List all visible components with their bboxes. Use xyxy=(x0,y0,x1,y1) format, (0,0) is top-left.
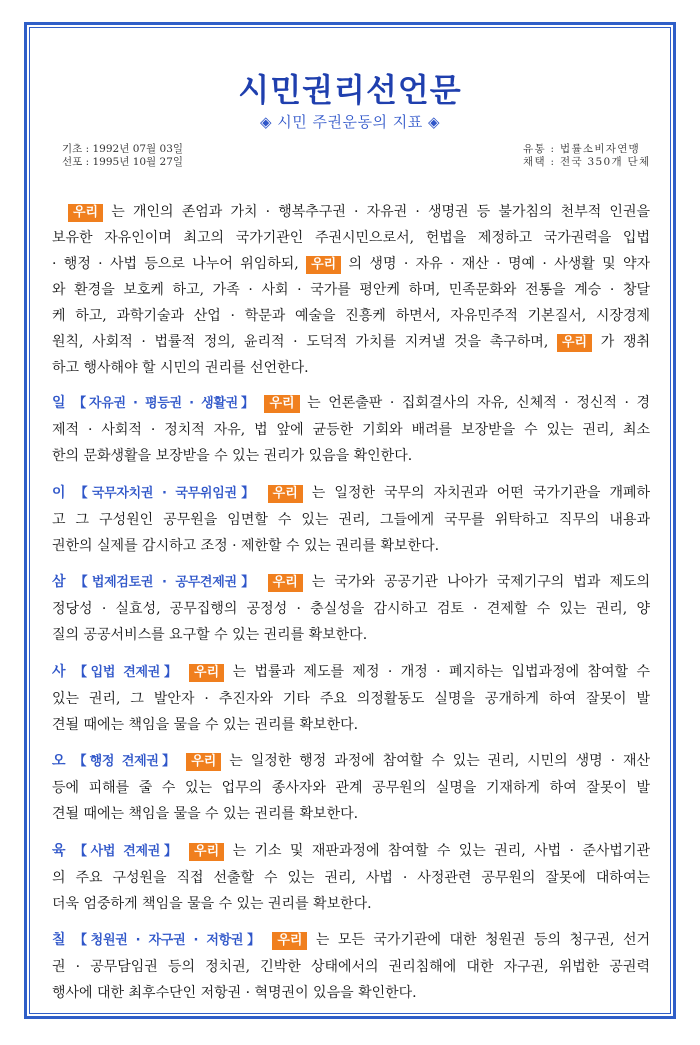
highlighted-word: 우리 xyxy=(264,395,299,413)
text-segment: 의 주요 구성원을 직접 선출할 수 있는 권리, 사법 · 사정관련 공무원의 잘못에 대하여는 xyxy=(52,869,650,886)
text-segment: 권한의 실제를 감시하고 조정 · 제한할 수 있는 권리를 확보한다. xyxy=(52,537,440,554)
text-line xyxy=(52,480,650,507)
text-segment: 하고 행사해야 할 시민의 권리를 선언한다. xyxy=(52,360,309,376)
text-segment: 는 법률과 제도를 제정 · 개정 · 폐지하는 입법과정에 참여할 수 xyxy=(224,663,651,680)
text-line xyxy=(52,355,650,381)
highlighted-word: 우리 xyxy=(268,485,303,503)
text-segment: 케 하고, 과학기술과 산업 · 학문과 예술을 진흥케 하면서, 자유민주적 기본질서, 시장경제 xyxy=(52,308,650,324)
text-segment: 정당성 · 실효성, 공무집행의 공정성 · 충실성을 감시하고 검토 · 견제할 수 있는 권리, 양 xyxy=(52,601,650,617)
text-line xyxy=(52,622,650,648)
article-7 xyxy=(52,927,650,1006)
text-segment: 견될 때에는 책임을 물을 수 있는 권리를 확보한다. xyxy=(52,806,359,822)
text-segment: 는 언론출판 · 집회결사의 자유, 신체적 · 정신적 · 경 xyxy=(299,395,651,411)
meta-proclaimed: 선포 : 1995년 10월 27일 xyxy=(62,156,184,168)
text-line xyxy=(52,251,650,277)
article-number: 일 xyxy=(52,395,66,411)
text-line xyxy=(52,712,650,738)
preamble xyxy=(52,199,650,381)
article-5 xyxy=(52,748,650,827)
text-line xyxy=(52,225,650,251)
article-heading: 【사법 견제권】 xyxy=(73,843,181,859)
text-line xyxy=(52,659,650,686)
document-title: 시민권리선언문 xyxy=(238,71,462,109)
article-6 xyxy=(52,838,650,917)
text-line xyxy=(52,390,650,417)
highlighted-word: 우리 xyxy=(186,753,221,771)
text-segment: 는 개인의 존엄과 가치 · 행복추구권 · 자유권 · 생명권 등 불가침의 천부적 인권을 xyxy=(103,204,650,220)
highlighted-word: 우리 xyxy=(189,664,224,682)
article-number: 오 xyxy=(52,753,66,769)
text-line xyxy=(52,891,650,917)
text-line xyxy=(52,686,650,712)
text-line xyxy=(52,417,650,443)
text-line xyxy=(52,865,650,891)
meta-dates xyxy=(62,143,183,169)
highlighted-word: 우리 xyxy=(68,204,103,222)
text-line xyxy=(52,801,650,827)
text-line xyxy=(52,775,650,801)
text-line xyxy=(52,954,650,980)
text-line xyxy=(52,303,650,329)
document-subtitle: ◈ 시민 주권운동의 지표 ◈ xyxy=(259,113,441,131)
text-segment: 는 기소 및 재판과정에 참여할 수 있는 권리, 사법 · 준사법기관 xyxy=(224,842,651,859)
article-3 xyxy=(52,569,650,648)
highlighted-word: 우리 xyxy=(557,334,592,352)
text-segment: 보유한 자유인이며 최고의 국가기관인 주권시민으로서, 헌법을 제정하고 국가권력을 입법 xyxy=(52,230,650,246)
text-segment: 는 국가와 공공기관 나아가 국제기구의 법과 제도의 xyxy=(302,574,651,590)
article-heading: 【국무자치권 · 국무위임권】 xyxy=(74,485,259,501)
highlighted-word: 우리 xyxy=(272,932,307,950)
text-segment: 행사에 대한 최후수단인 저항권 · 혁명권이 있음을 확인한다. xyxy=(52,985,417,1001)
text-segment: 고 그 구성원인 공무원을 임면할 수 있는 권리, 그들에게 국무를 위탁하고 직무의 내용과 xyxy=(52,511,650,528)
text-line xyxy=(52,569,650,596)
article-1 xyxy=(52,390,650,469)
text-line xyxy=(52,838,650,865)
text-segment: 더욱 엄중하게 책임을 물을 수 있는 권리를 확보한다. xyxy=(52,895,372,912)
text-line xyxy=(52,596,650,622)
article-heading: 【자유권 · 평등권 · 생활권】 xyxy=(73,396,257,411)
article-number: 칠 xyxy=(52,932,66,948)
highlighted-word: 우리 xyxy=(189,843,224,861)
text-segment: 한의 문화생활을 보장받을 수 있는 권리가 있음을 확인한다. xyxy=(52,448,413,464)
text-line xyxy=(52,533,650,559)
article-number: 육 xyxy=(52,842,66,859)
text-segment: 는 일정한 국무의 자치권과 어떤 국가기관을 개폐하 xyxy=(302,484,651,501)
article-number: 사 xyxy=(52,663,66,680)
text-line xyxy=(52,329,650,355)
text-segment: 권 · 공무담임권 등의 정치권, 긴박한 상태에서의 권리침해에 대한 자구권, 위법한 공권력 xyxy=(52,959,650,975)
article-number: 삼 xyxy=(52,574,66,590)
text-line xyxy=(52,277,650,303)
meta-organizations xyxy=(523,143,650,169)
text-segment: 질의 공공서비스를 요구할 수 있는 권리를 확보한다. xyxy=(52,627,368,643)
article-heading: 【청원권 · 자구권 · 저항권】 xyxy=(73,933,264,948)
meta-adopted: 채택 : 전국 350개 단체 xyxy=(523,156,651,168)
declaration-body xyxy=(52,199,650,1017)
text-line xyxy=(52,748,650,775)
text-segment: 견될 때에는 책임을 물을 수 있는 권리를 확보한다. xyxy=(52,716,359,733)
article-2 xyxy=(52,480,650,559)
text-line xyxy=(52,443,650,469)
article-4 xyxy=(52,659,650,738)
highlighted-word: 우리 xyxy=(306,256,341,274)
highlighted-word: 우리 xyxy=(268,574,303,592)
text-segment: 와 환경을 보호케 하고, 가족 · 사회 · 국가를 평안케 하며, 민족문화와 전통을 계승 · 창달 xyxy=(52,282,650,298)
text-segment: 의 생명 · 자유 · 재산 · 명예 · 사생활 및 약자 xyxy=(341,256,650,272)
text-segment: 는 일정한 행정 과정에 참여할 수 있는 권리, 시민의 생명 · 재산 xyxy=(221,753,651,769)
text-segment: 원칙, 사회적 · 법률적 정의, 윤리적 · 도덕적 가치를 지켜낼 것을 촉구하며, xyxy=(52,334,557,350)
text-segment: 가 쟁취 xyxy=(592,334,650,350)
text-line xyxy=(52,507,650,533)
article-heading: 【행정 견제권】 xyxy=(73,754,179,769)
article-heading: 【입법 견제권】 xyxy=(73,664,181,680)
meta-distributed: 유통 : 법률소비자연맹 xyxy=(523,143,641,155)
text-segment: 있는 권리, 그 발안자 · 추진자와 기타 주요 의정활동도 실명을 공개하게 하여 잘못이 발 xyxy=(52,690,650,707)
text-line xyxy=(52,199,650,225)
text-segment: 는 모든 국가기관에 대한 청원권 등의 청구권, 선거 xyxy=(307,932,650,948)
meta-drafted: 기초 : 1992년 07월 03일 xyxy=(62,143,184,155)
text-line xyxy=(52,927,650,954)
text-segment: 제적 · 사회적 · 정치적 자유, 법 앞에 균등한 기회와 배려를 보장받을 수 있는 권리, 최소 xyxy=(52,422,650,438)
article-number: 이 xyxy=(52,484,66,501)
article-heading: 【법제검토권 · 공무견제권】 xyxy=(74,575,259,590)
articles xyxy=(52,390,650,1006)
text-line xyxy=(52,980,650,1006)
text-segment: 등에 피해를 줄 수 있는 업무의 종사자와 관계 공무원의 실명을 기재하게 하여 잘못이 발 xyxy=(52,780,650,796)
text-segment: · 행정 · 사법 등으로 나누어 위임하되, xyxy=(52,256,307,272)
